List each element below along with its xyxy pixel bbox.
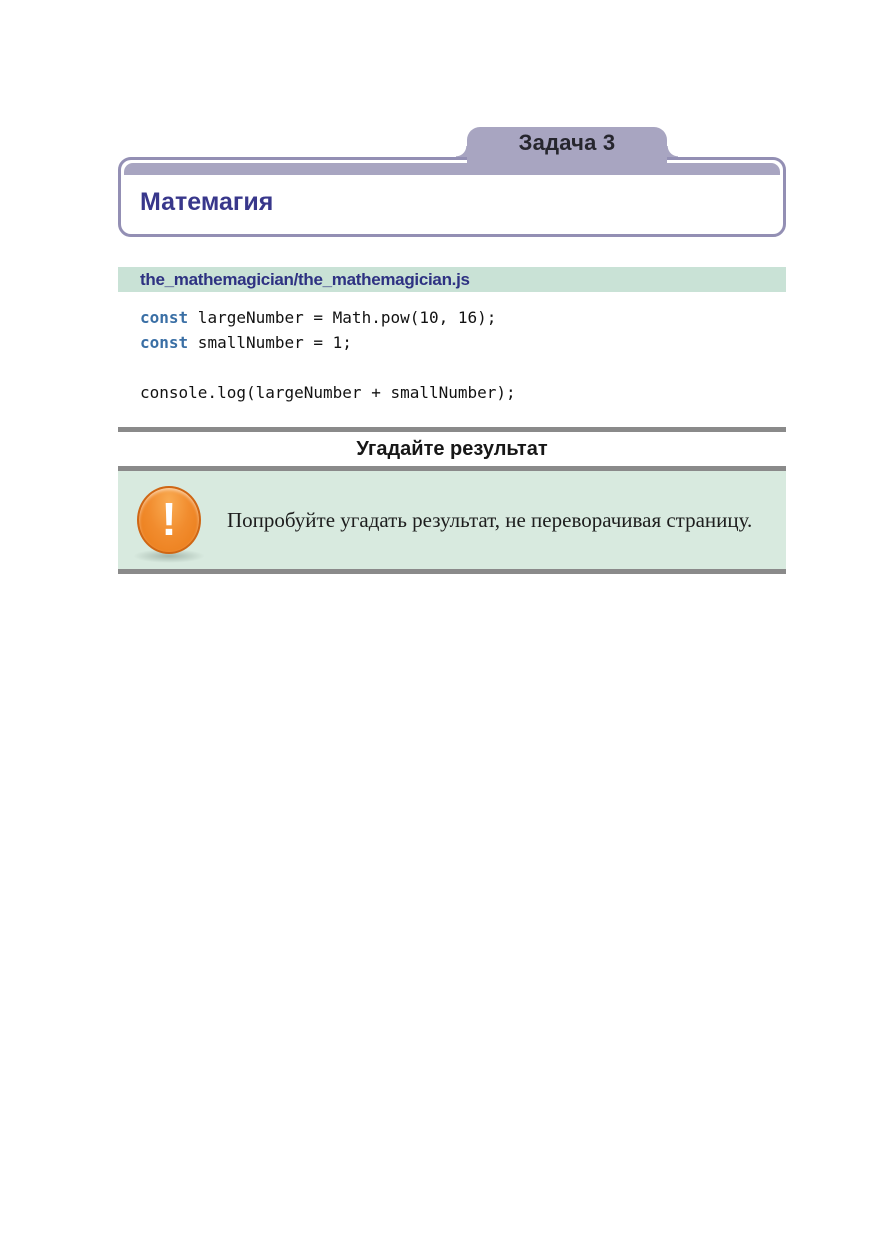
task-number-tab bbox=[467, 127, 667, 173]
title-box-band bbox=[124, 163, 780, 175]
code-block bbox=[118, 305, 786, 405]
exclamation-icon-glyph: ! bbox=[161, 493, 177, 545]
task-number-label: Задача 3 bbox=[518, 130, 616, 155]
code-line bbox=[140, 355, 786, 380]
code-file-header bbox=[118, 267, 786, 292]
code-file-path: the_mathemagician/the_mathemagician.js bbox=[140, 270, 470, 289]
page-content bbox=[118, 127, 786, 545]
task-title-box bbox=[118, 157, 786, 237]
guess-section-heading: Угадайте результат bbox=[356, 438, 548, 460]
code-keyword: const bbox=[140, 308, 189, 327]
code-line: const smallNumber = 1; bbox=[140, 333, 352, 352]
code-line: console.log(largeNumber + smallNumber); bbox=[140, 383, 516, 402]
exclamation-icon bbox=[136, 486, 202, 554]
code-line: const largeNumber = Math.pow(10, 16); bbox=[140, 308, 497, 327]
section-divider-bottom bbox=[118, 569, 786, 574]
guess-note-box bbox=[118, 471, 786, 569]
task-title: Матемагия bbox=[140, 188, 274, 216]
exclamation-icon-circle bbox=[137, 486, 201, 554]
guess-note-text: Попробуйте угадать результат, не переворачивая страницу. bbox=[227, 507, 753, 532]
code-keyword: const bbox=[140, 333, 189, 352]
